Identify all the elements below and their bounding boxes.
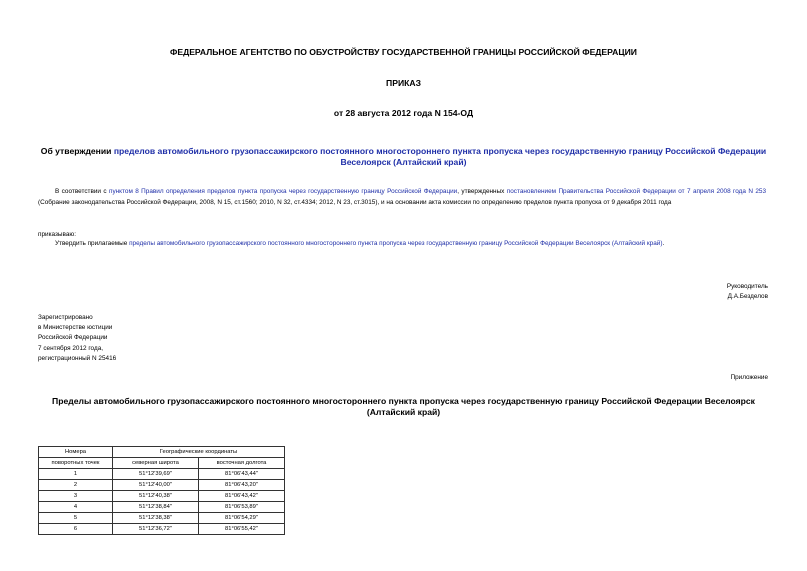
lon-header: восточная долгота [199, 458, 285, 469]
coordinates-table [38, 446, 285, 535]
approve-end: . [662, 240, 665, 247]
latitude-cell: 51°12'36,72" [113, 524, 199, 535]
col-number-header: Номера [39, 447, 113, 458]
latitude-cell: 51°12'40,38" [113, 491, 199, 502]
resolution-link[interactable]: постановлением Правительства Российской Федерации от 7 апреля 2008 года N 253 [506, 188, 766, 195]
coords-header: Географические координаты [113, 447, 285, 458]
preamble-paragraph [38, 186, 766, 208]
table-row [39, 513, 285, 524]
point-number: 5 [39, 513, 113, 524]
appendix-label: Приложение [730, 374, 768, 381]
preamble-text-2: , утвержденных [457, 188, 507, 195]
table-row [39, 491, 285, 502]
latitude-cell: 51°12'38,84" [113, 502, 199, 513]
limits-title: Пределы автомобильного грузопассажирского постоянного многостороннего пункта пропуска через государственную границу Российской Федерации Веселоярск (Алтайский край) [52, 396, 755, 417]
document-date-number: от 28 августа 2012 года N 154-ОД [333, 108, 474, 118]
longitude-cell: 81°06'53,89" [199, 502, 285, 513]
registration-line: в Министерстве юстиции [38, 324, 113, 332]
approve-paragraph [55, 240, 664, 247]
lat-header: северная широта [113, 458, 199, 469]
document-type: ПРИКАЗ [386, 78, 421, 88]
longitude-cell: 81°06'55,42" [199, 524, 285, 535]
col-number-header-2: поворотных точек [39, 458, 113, 469]
document-subject [40, 146, 767, 168]
point-number: 2 [39, 480, 113, 491]
latitude-cell: 51°12'38,38" [113, 513, 199, 524]
preamble-text-3: (Собрание законодательства Российской Федерации, 2008, N 15, ст.1560; 2010, N 32, ст.4334; 2012, N 23, ст.3015), и на основании акта комиссии по определению пределов пункта пропуска от 9 декабря 2011 года [38, 199, 672, 206]
limits-link[interactable]: пределы автомобильного грузопассажирского постоянного многостороннего пункта пропуска через государственную границу Российской Федерации Веселоярск (Алтайский край) [129, 240, 663, 247]
subject-prefix: Об утверждении [40, 146, 114, 156]
latitude-cell: 51°12'40,00" [113, 480, 199, 491]
longitude-cell: 81°06'43,20" [199, 480, 285, 491]
preamble-text-1: В соответствии с [55, 188, 109, 195]
table-row [39, 469, 285, 480]
signer-role: Руководитель [726, 283, 768, 290]
registration-line: Зарегистрировано [38, 314, 93, 321]
table-row [39, 502, 285, 513]
point-number: 4 [39, 502, 113, 513]
point-number: 3 [39, 491, 113, 502]
registration-block [38, 313, 116, 364]
table-row [39, 480, 285, 491]
signature-block [600, 282, 768, 302]
signer-name: Д.А.Безделов [727, 293, 768, 300]
point-number: 6 [39, 524, 113, 535]
table-row [39, 524, 285, 535]
agency-name: ФЕДЕРАЛЬНОЕ АГЕНТСТВО ПО ОБУСТРОЙСТВУ ГОСУДАРСТВЕННОЙ ГРАНИЦЫ РОССИЙСКОЙ ФЕДЕРАЦИИ [170, 47, 637, 57]
latitude-cell: 51°12'39,69" [113, 469, 199, 480]
orders-word: приказываю: [38, 231, 76, 238]
approve-text: Утвердить прилагаемые [55, 240, 130, 247]
registration-line: 7 сентября 2012 года, [38, 344, 104, 352]
registration-line: Российской Федерации [38, 334, 108, 342]
longitude-cell: 81°06'43,44" [199, 469, 285, 480]
registration-line: регистрационный N 25416 [38, 354, 117, 362]
rules-link[interactable]: пунктом 8 Правил определения пределов пункта пропуска через государственную границу Российской Федерации [108, 188, 458, 195]
longitude-cell: 81°06'43,42" [199, 491, 285, 502]
subject-link[interactable]: пределов автомобильного грузопассажирского постоянного многостороннего пункта пропуска через государственную границу Российской Федерации Веселоярск (Алтайский край) [113, 146, 767, 167]
point-number: 1 [39, 469, 113, 480]
longitude-cell: 81°06'54,29" [199, 513, 285, 524]
